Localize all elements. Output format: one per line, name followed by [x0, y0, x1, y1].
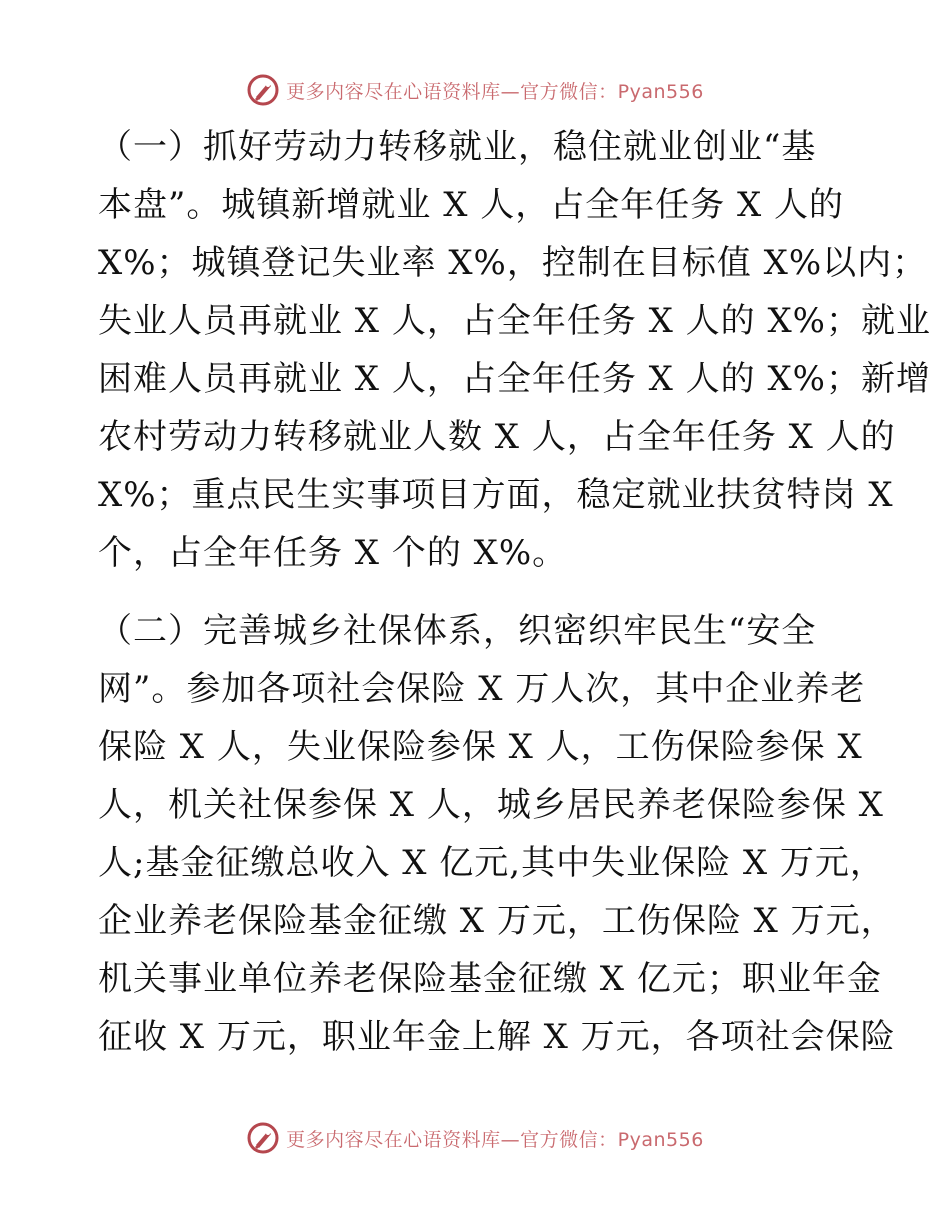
- text-line: 农村劳动力转移就业人数 X 人，占全年任务 X 人的: [98, 417, 896, 457]
- text-line: 个，占全年任务 X 个的 X%。: [98, 533, 568, 573]
- document-body: [98, 118, 931, 1066]
- text-line: 征收 X 万元，职业年金上解 X 万元，各项社会保险: [98, 1017, 896, 1057]
- text-line: （一）抓好劳动力转移就业，稳住就业创业“基: [98, 127, 817, 167]
- text-line: 困难人员再就业 X 人，占全年任务 X 人的 X%；新增: [98, 359, 931, 399]
- footer-banner: [0, 1118, 950, 1158]
- text-line: 企业养老保险基金征缴 X 万元，工伤保险 X 万元，: [98, 901, 896, 941]
- text-line: X%；重点民生实事项目方面，稳定就业扶贫特岗 X: [98, 475, 894, 515]
- wechat-handle: Pyan556: [617, 80, 704, 103]
- text-line: 失业人员再就业 X 人，占全年任务 X 人的 X%；就业: [98, 301, 931, 341]
- text-line: 网”。参加各项社会保险 X 万人次，其中企业养老: [98, 669, 866, 709]
- text-line: 机关事业单位养老保险基金征缴 X 亿元；职业年金: [98, 959, 882, 999]
- wechat-handle: Pyan556: [617, 1128, 704, 1151]
- text-line: X%；城镇登记失业率 X%，控制在目标值 X%以内；: [98, 243, 928, 283]
- header-banner: [0, 70, 950, 110]
- banner-text: 更多内容尽在心语资料库—官方微信：Pyan556: [286, 1128, 704, 1151]
- text-line: （二）完善城乡社保体系，织密织牢民生“安全: [98, 611, 817, 651]
- text-line: 人，机关社保参保 X 人，城乡居民养老保险参保 X: [98, 785, 884, 825]
- fountain-pen-logo-icon: [246, 73, 280, 107]
- text-line: 人;基金征缴总收入 X 亿元,其中失业保险 X 万元，: [98, 843, 885, 883]
- paragraph-social-security: [98, 602, 896, 1066]
- text-line: 保险 X 人，失业保险参保 X 人，工伤保险参保 X: [98, 727, 863, 767]
- banner-text: 更多内容尽在心语资料库—官方微信：Pyan556: [286, 80, 704, 103]
- paragraph-employment: [98, 118, 931, 582]
- fountain-pen-logo-icon: [246, 1121, 280, 1155]
- text-line: 本盘”。城镇新增就业 X 人，占全年任务 X 人的: [98, 185, 845, 225]
